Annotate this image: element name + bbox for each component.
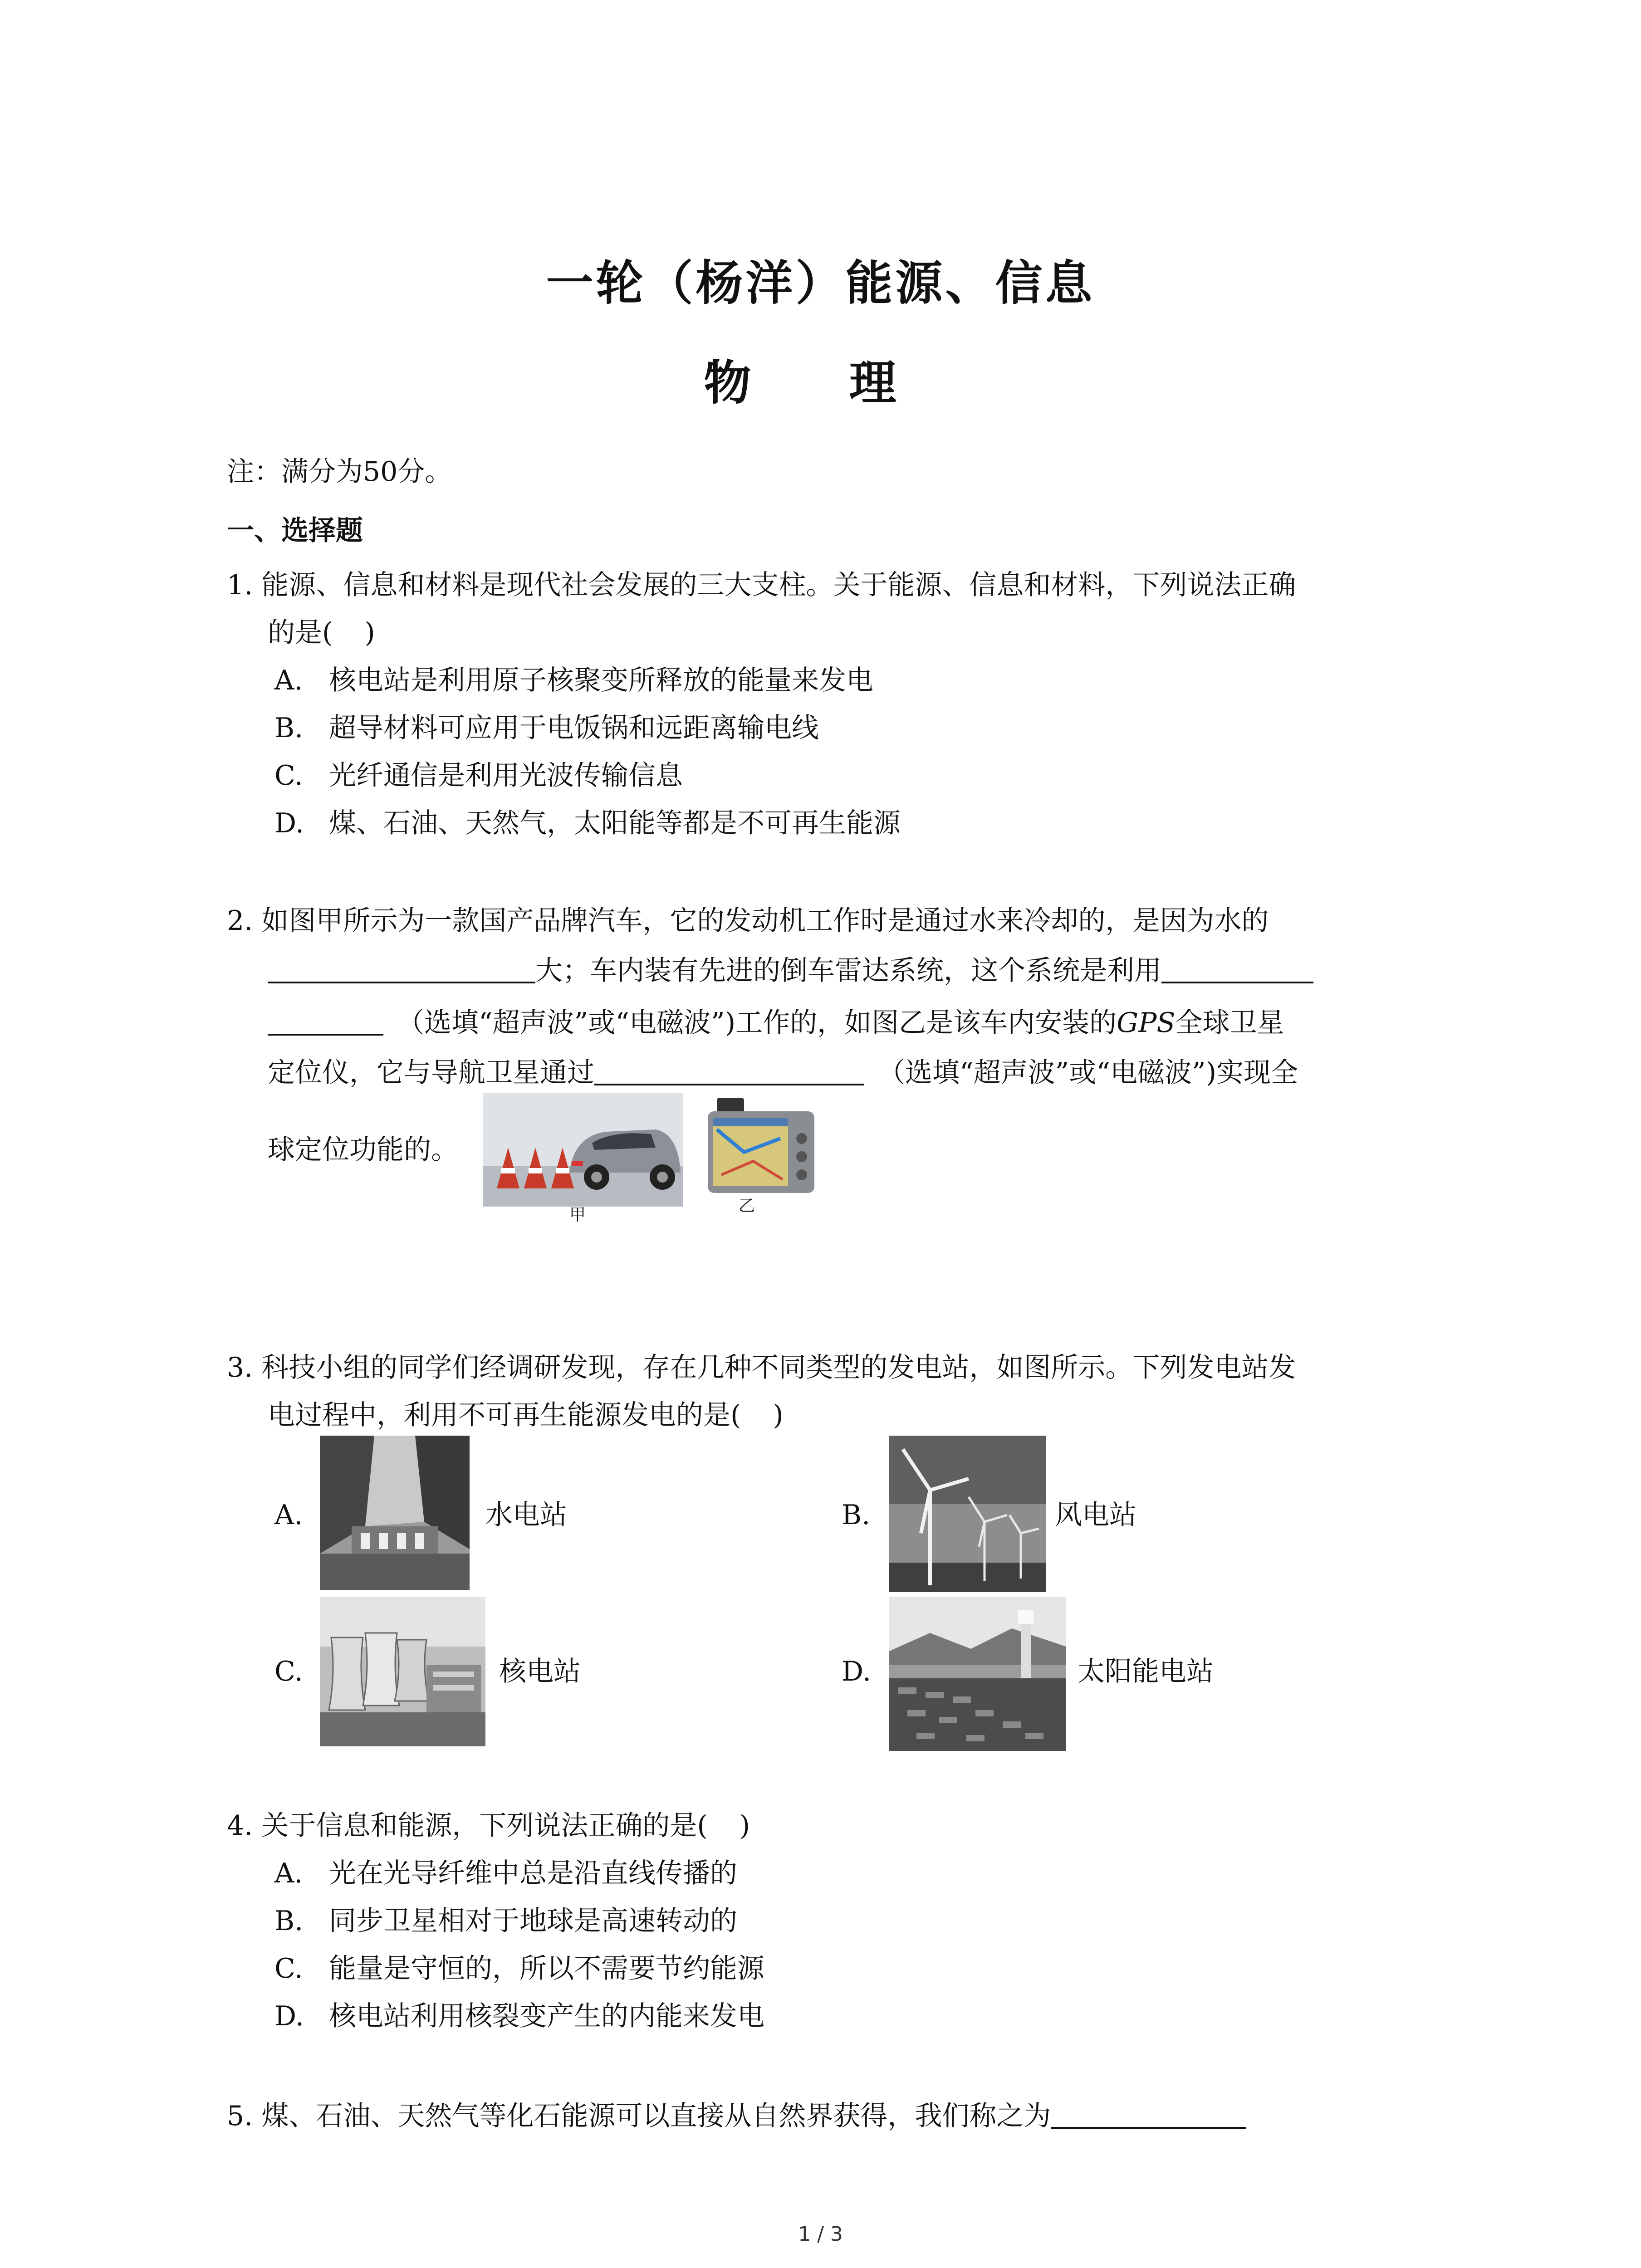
car-image	[483, 1093, 683, 1207]
subject-title: 物 理	[704, 355, 937, 411]
q3-option-c-text: 核电站	[499, 1656, 581, 1687]
option-text: 同步卫星相对于地球是高速转动的	[329, 1905, 737, 1937]
q2-line3	[268, 1005, 1284, 1041]
q1-option-a	[274, 662, 873, 699]
q1-option-d	[274, 805, 901, 841]
q2-line4-tail: （选填“超声波”或“电磁波”)实现全	[878, 1057, 1298, 1089]
q2-line3-tail: 全球卫星	[1175, 1007, 1284, 1039]
q4-stem	[227, 1808, 750, 1844]
option-letter: B.	[274, 1905, 304, 1937]
option-letter: D.	[274, 807, 304, 839]
option-text: 光在光导纤维中总是沿直线传播的	[329, 1857, 737, 1889]
gps-term: GPS	[1117, 1007, 1176, 1039]
q2-line2	[268, 953, 1313, 989]
fill-blank-2b[interactable]	[268, 1006, 383, 1036]
q3-option-a-text: 水电站	[485, 1499, 567, 1531]
option-letter: A.	[274, 665, 303, 696]
q3-line2	[268, 1397, 784, 1433]
option-letter: B.	[274, 712, 304, 744]
document-title: 一轮（杨洋）能源、信息	[546, 255, 1095, 311]
option-text: 煤、石油、天然气，太阳能等都是不可再生能源	[329, 807, 901, 839]
q4-option-c	[274, 1950, 764, 1987]
q5-text: 5. 煤、石油、天然气等化石能源可以直接从自然界获得，我们称之为	[227, 2100, 1051, 2132]
q3-line1: 3. 科技小组的同学们经调研发现，存在几种不同类型的发电站，如图所示。下列发电站发	[227, 1352, 1296, 1383]
figure-caption-yi: 乙	[739, 1197, 755, 1215]
q3-option-a-letter: A.	[274, 1499, 303, 1531]
q4-option-d	[274, 1998, 764, 2034]
q1-option-c	[274, 758, 683, 794]
q2-line2-text: 大；车内装有先进的倒车雷达系统，这个系统是利用	[535, 955, 1161, 987]
score-note: 注：满分为50分。	[227, 456, 452, 488]
fill-blank-q5[interactable]	[1051, 2099, 1246, 2129]
option-text: 能量是守恒的，所以不需要节约能源	[329, 1953, 764, 1984]
q4-option-a	[274, 1855, 737, 1892]
option-text: 光纤通信是利用光波传输信息	[329, 760, 683, 792]
option-text: 超导材料可应用于电饭锅和远距离输电线	[329, 712, 819, 744]
nuclear-plant-image	[320, 1597, 485, 1746]
q2-line4-text: 定位仪，它与导航卫星通过	[268, 1057, 594, 1089]
option-letter: A.	[274, 1857, 303, 1889]
q3-paren-close: )	[773, 1399, 784, 1431]
q1-paren-open: 的是(	[268, 617, 333, 649]
q4-option-b	[274, 1903, 737, 1939]
q1-option-b	[274, 710, 819, 746]
q3-option-c-letter: C.	[274, 1656, 303, 1687]
solar-plant-image	[889, 1597, 1066, 1751]
option-text: 核电站利用核裂变产生的内能来发电	[329, 2000, 764, 2032]
wind-farm-image	[889, 1436, 1046, 1592]
q4-paren-open: 4. 关于信息和能源，下列说法正确的是(	[227, 1810, 708, 1842]
q2-line4	[268, 1055, 1298, 1091]
option-letter: C.	[274, 760, 303, 792]
figure-caption-jia: 甲	[569, 1206, 586, 1224]
q3-option-d-letter: D.	[842, 1656, 872, 1687]
fill-blank-3[interactable]	[594, 1056, 864, 1085]
q3-paren-open: 电过程中，利用不可再生能源发电的是(	[268, 1399, 741, 1431]
q4-paren-close: )	[739, 1810, 750, 1842]
fill-blank-2a[interactable]	[1161, 953, 1313, 983]
q3-option-b-letter: B.	[842, 1499, 871, 1531]
q2-line1: 2. 如图甲所示为一款国产品牌汽车，它的发动机工作时是通过水来冷却的，是因为水的	[227, 905, 1269, 937]
hydropower-image	[320, 1436, 470, 1590]
fill-blank-1[interactable]	[268, 953, 535, 983]
option-letter: D.	[274, 2000, 304, 2032]
gps-device-image	[703, 1098, 821, 1195]
q1-paren-close: )	[364, 617, 375, 649]
q5-line1	[227, 2098, 1246, 2134]
q2-line3-text: （选填“超声波”或“电磁波”)工作的，如图乙是该车内安装的	[397, 1007, 1117, 1039]
option-letter: C.	[274, 1953, 303, 1984]
q1-stem-line2	[268, 615, 375, 651]
q2-line5: 球定位功能的。	[268, 1134, 458, 1166]
q3-option-d-text: 太阳能电站	[1078, 1656, 1214, 1687]
page-number: 1 / 3	[798, 2223, 843, 2246]
option-text: 核电站是利用原子核聚变所释放的能量来发电	[329, 665, 873, 696]
section-title: 一、选择题	[227, 515, 363, 547]
q3-option-b-text: 风电站	[1055, 1499, 1136, 1531]
q1-stem-line1: 1. 能源、信息和材料是现代社会发展的三大支柱。关于能源、信息和材料，下列说法正确	[227, 569, 1296, 601]
